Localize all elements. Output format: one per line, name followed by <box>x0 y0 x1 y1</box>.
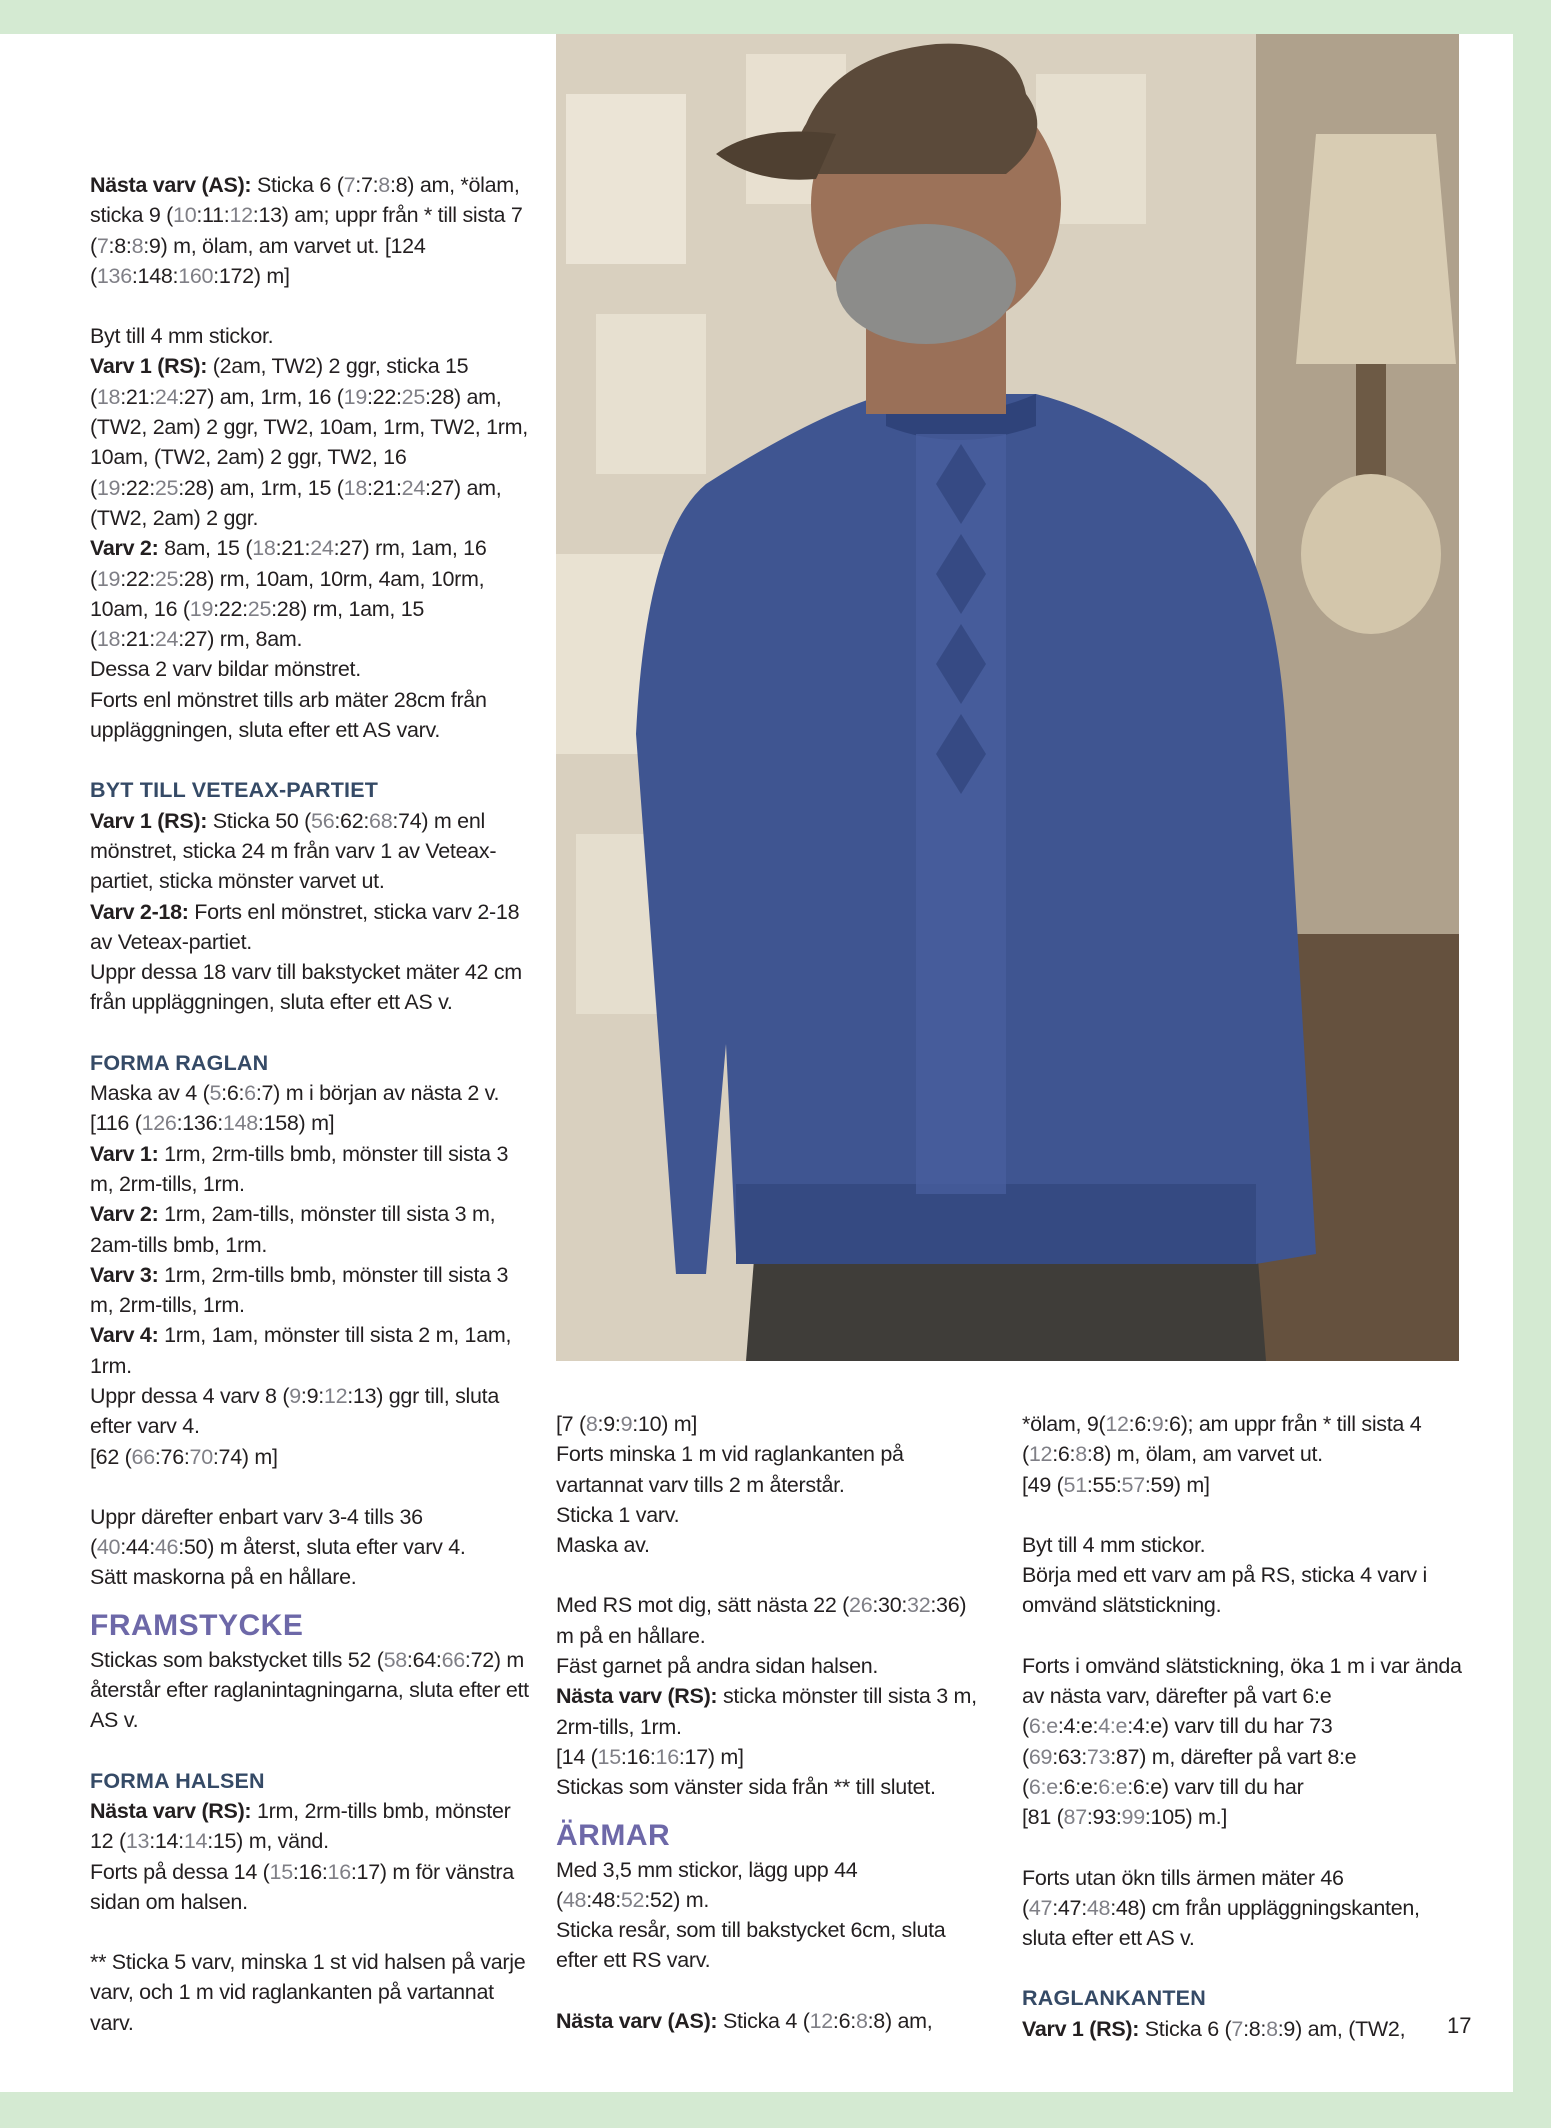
text: :6:e: <box>1057 1774 1099 1799</box>
subheading-raglan: FORMA RAGLAN <box>90 1050 269 1075</box>
text: :44: <box>120 1535 155 1560</box>
text: :7) m i början av nästa 2 v. <box>255 1081 500 1106</box>
size-value: 48 <box>562 1887 587 1912</box>
size-value: 12 <box>323 1383 348 1408</box>
text: :16: <box>292 1859 328 1884</box>
text: Med 3,5 mm stickor, lägg upp 44 ( <box>556 1857 858 1912</box>
paragraph <box>556 1590 986 1802</box>
size-value: 58 <box>383 1647 407 1672</box>
text: 1rm, 2am-tills, mönster till sista 3 m, 2am-tills bmb, 1rm. <box>90 1202 496 1257</box>
size-value: 24 <box>310 536 334 561</box>
text: :64: <box>406 1647 442 1672</box>
row-label: Varv 4: <box>90 1323 159 1348</box>
paragraph <box>90 1645 530 1736</box>
size-value: 46 <box>154 1535 179 1560</box>
subheading-veteax: BYT TILL VETEAX-PARTIET <box>90 778 379 803</box>
size-value: 18 <box>252 536 276 561</box>
text: :47: <box>1052 1895 1087 1920</box>
text: :8) am, *ölam, sticka 9 ( <box>90 173 520 228</box>
size-value: 8 <box>855 2008 868 2033</box>
paragraph <box>556 1855 986 1976</box>
text: :22: <box>120 475 155 500</box>
size-value: 68 <box>369 808 393 833</box>
size-value: 24 <box>154 627 179 652</box>
text: Forts i omvänd slätstickning, öka 1 m i var ända av nästa varv, därefter på vart 6:e ( <box>1022 1653 1462 1739</box>
size-value: 24 <box>401 475 425 500</box>
text: :158) m] <box>257 1111 335 1136</box>
text: [81 ( <box>1022 1805 1064 1830</box>
text: Stickas som vänster sida från ** till slutet. <box>556 1775 936 1800</box>
text: :4:e: <box>1057 1714 1099 1739</box>
size-value: 18 <box>96 384 121 409</box>
text: :136: <box>176 1111 223 1136</box>
size-value: 48 <box>1086 1895 1111 1920</box>
row-label: Varv 1 (RS): <box>90 808 208 833</box>
size-value: 87 <box>1063 1805 1087 1830</box>
size-value: 66 <box>131 1444 155 1469</box>
text: [14 ( <box>556 1744 598 1769</box>
text: Börja med ett varv am på RS, sticka 4 varv i omvänd slätstickning. <box>1022 1563 1428 1618</box>
size-value: 4:e <box>1098 1714 1128 1739</box>
text: :9) am, (TW2, <box>1277 2016 1406 2041</box>
size-value: 15 <box>269 1859 293 1884</box>
heading-armar: ÄRMAR <box>556 1818 671 1852</box>
text: Forts utan ökn tills ärmen mäter 46 ( <box>1022 1865 1344 1920</box>
text: [62 ( <box>90 1444 132 1469</box>
text: :27) rm, 8am. <box>178 627 303 652</box>
text: :48) cm från uppläggningskanten, sluta efter ett AS v. <box>1022 1895 1420 1951</box>
text: Forts på dessa 14 ( <box>90 1859 270 1884</box>
row-label: Varv 2: <box>90 536 159 561</box>
text: :62: <box>334 808 370 833</box>
text: Uppr därefter enbart varv 3-4 tills 36 ( <box>90 1504 423 1560</box>
size-value: 15 <box>597 1744 621 1769</box>
text: *ölam, 9( <box>1022 1412 1106 1436</box>
paragraph <box>90 1078 530 1472</box>
text: Forts enl mönstret tills arb mäter 28cm från uppläggningen, sluta efter ett AS varv. <box>90 687 487 743</box>
text: :74) m] <box>212 1444 278 1469</box>
size-value: 24 <box>154 384 179 409</box>
size-value: 18 <box>343 475 367 500</box>
size-value: 51 <box>1063 1472 1087 1497</box>
size-value: 8 <box>1266 2016 1278 2041</box>
size-value: 8 <box>131 233 144 258</box>
size-value: 160 <box>178 263 214 288</box>
row-label: Nästa varv (RS): <box>556 1684 718 1709</box>
size-value: 25 <box>247 596 272 621</box>
text: [116 ( <box>90 1111 142 1136</box>
text: :8: <box>1243 2016 1267 2041</box>
text: :9: <box>597 1412 621 1436</box>
text: Med RS mot dig, sätt nästa 22 ( <box>556 1593 850 1618</box>
size-value: 25 <box>154 475 179 500</box>
paragraph <box>90 321 530 745</box>
text: Maska av. <box>556 1533 650 1558</box>
text: :6: <box>1128 1412 1152 1436</box>
text: :8: <box>108 233 132 258</box>
text: :59) m] <box>1144 1472 1210 1497</box>
size-value: 9 <box>620 1412 633 1436</box>
paragraph <box>90 170 530 291</box>
text: Forts enl mönstret, sticka varv 2-18 av Veteax-partiet. <box>90 899 520 954</box>
size-value: 14 <box>183 1829 208 1854</box>
paragraph <box>556 1409 986 1560</box>
size-value: 6:e <box>1028 1774 1058 1799</box>
size-value: 25 <box>154 566 179 591</box>
text: :52) m. <box>644 1887 710 1912</box>
paragraph <box>1022 1651 1462 1833</box>
text: :8) m, ölam, am varvet ut. <box>1086 1442 1323 1467</box>
size-value: 52 <box>620 1887 645 1912</box>
text: :87) m, därefter på vart 8:e ( <box>1022 1744 1357 1799</box>
paragraph <box>1022 1863 1462 1954</box>
text: Maska av 4 ( <box>90 1081 210 1106</box>
text: Uppr dessa 18 varv till bakstycket mäter 42 cm från uppläggningen, sluta efter ett AS v. <box>90 960 522 1015</box>
text: Sticka 1 varv. <box>556 1502 680 1527</box>
text: :63: <box>1052 1744 1087 1769</box>
size-value: 13 <box>125 1829 150 1854</box>
size-value: 136 <box>96 263 132 288</box>
text: Uppr dessa 4 varv 8 ( <box>90 1383 290 1408</box>
text: Byt till 4 mm stickor. <box>90 324 274 349</box>
text: :16: <box>620 1744 656 1769</box>
size-value: 16 <box>327 1859 351 1884</box>
size-value: 99 <box>1121 1805 1145 1830</box>
text: :30: <box>872 1593 908 1618</box>
text: :36) m på en hållare. <box>556 1593 967 1648</box>
size-value: 57 <box>1121 1472 1145 1497</box>
size-value: 8 <box>585 1412 598 1436</box>
row-label: Varv 1 (RS): <box>1022 2016 1140 2041</box>
text: :13) am; uppr från * till sista 7 ( <box>90 203 523 258</box>
text: Stickas som bakstycket tills 52 ( <box>90 1647 384 1672</box>
text: Dessa 2 varv bildar mönstret. <box>90 657 361 682</box>
paragraph <box>90 1796 530 1917</box>
text: (2am, TW2) 2 ggr, sticka 15 ( <box>90 354 469 409</box>
man-in-knitted-sweater-photo <box>556 34 1459 1361</box>
size-value: 19 <box>96 475 121 500</box>
text: :27) am, 1rm, 16 ( <box>178 384 344 409</box>
text: 1rm, 1am, mönster till sista 2 m, 1am, 1rm. <box>90 1323 512 1378</box>
text: Sticka resår, som till bakstycket 6cm, sluta efter ett RS varv. <box>556 1918 946 1973</box>
text: :22: <box>120 566 155 591</box>
text: :28) am, 1rm, 15 ( <box>178 475 344 500</box>
text: :8) am, <box>867 2008 933 2033</box>
size-value: 26 <box>849 1593 873 1618</box>
text: Sticka 4 ( <box>717 2008 810 2033</box>
paragraph <box>1022 1530 1462 1621</box>
size-value: 19 <box>96 566 121 591</box>
text: :6:e) varv till du har <box>1127 1774 1304 1799</box>
size-value: 73 <box>1086 1744 1111 1769</box>
size-value: 5 <box>209 1081 222 1106</box>
text: [49 ( <box>1022 1472 1064 1497</box>
size-value: 56 <box>311 808 335 833</box>
size-value: 32 <box>907 1593 931 1618</box>
column-3 <box>1022 1409 1462 2044</box>
size-value: 7 <box>343 173 356 197</box>
text: Sticka 50 ( <box>207 808 312 833</box>
text: Sticka 6 ( <box>251 173 344 197</box>
size-value: 10 <box>173 203 197 228</box>
row-label: Varv 1: <box>90 1141 159 1166</box>
size-value: 12 <box>809 2008 833 2033</box>
subheading-raglankanten: RAGLANKANTEN <box>1022 1986 1206 2011</box>
text: :48: <box>586 1887 621 1912</box>
row-label: Varv 3: <box>90 1262 159 1287</box>
text: :9) m, ölam, am varvet ut. [124 ( <box>90 233 426 288</box>
row-label: Varv 2-18: <box>90 899 189 924</box>
text: :6: <box>221 1081 245 1106</box>
text: :6: <box>832 2008 856 2033</box>
text: :9: <box>300 1383 324 1408</box>
size-value: 7 <box>96 233 109 258</box>
paragraph <box>1022 1409 1462 1500</box>
text: [7 ( <box>556 1412 586 1436</box>
text: :21: <box>275 536 311 561</box>
text: :21: <box>120 627 155 652</box>
size-value: 8 <box>378 173 390 197</box>
size-value: 6:e <box>1098 1774 1128 1799</box>
text: :4:e) varv till du har 73 ( <box>1022 1714 1333 1769</box>
size-value: 12 <box>1105 1412 1129 1436</box>
text: 1rm, 2rm-tills bmb, mönster till sista 3 m, 2rm-tills, 1rm. <box>90 1262 509 1318</box>
text: :76: <box>154 1444 190 1469</box>
size-value: 6:e <box>1028 1714 1058 1739</box>
size-value: 70 <box>189 1444 213 1469</box>
text: :93: <box>1086 1805 1122 1830</box>
text: :27) rm, 1am, 16 ( <box>90 536 487 591</box>
page-number: 17 <box>1447 2013 1472 2038</box>
text: :14: <box>149 1829 184 1854</box>
paragraph <box>90 806 530 1018</box>
text: :27) am, (TW2, 2am) 2 ggr. <box>90 475 502 530</box>
text: Sätt maskorna på en hållare. <box>90 1565 357 1590</box>
text: Sticka 6 ( <box>1139 2016 1232 2041</box>
row-label: Nästa varv (RS): <box>90 1798 252 1823</box>
text: Fäst garnet på andra sidan halsen. <box>556 1654 879 1679</box>
size-value: 148 <box>222 1111 258 1136</box>
size-value: 9 <box>289 1383 301 1408</box>
text: :21: <box>367 475 402 500</box>
text: Forts minska 1 m vid raglankanten på vartannat varv tills 2 m återstår. <box>556 1442 904 1497</box>
text: 8am, 15 ( <box>158 536 253 561</box>
text: :105) m.] <box>1144 1805 1227 1830</box>
paragraph <box>1022 2014 1462 2044</box>
row-label: Varv 1 (RS): <box>90 354 208 379</box>
text: :7: <box>355 173 379 197</box>
size-value: 19 <box>189 596 214 621</box>
column-1 <box>90 170 530 2038</box>
text: :6: <box>1052 1442 1076 1467</box>
text: :15) m, vänd. <box>207 1829 329 1854</box>
sweater-photo-illustration <box>556 34 1459 1361</box>
size-value: 47 <box>1028 1895 1053 1920</box>
size-value: 16 <box>655 1744 679 1769</box>
size-value: 126 <box>141 1111 177 1136</box>
paragraph: ** Sticka 5 varv, minska 1 st vid halsen på varje varv, och 1 m vid raglankanten på vartannat varv. <box>90 1950 526 2035</box>
text: :172) m] <box>213 263 290 288</box>
size-value: 69 <box>1028 1744 1053 1769</box>
text: :17) m] <box>678 1744 744 1769</box>
size-value: 7 <box>1231 2016 1244 2041</box>
text: Byt till 4 mm stickor. <box>1022 1532 1206 1557</box>
column-2 <box>556 1409 986 2036</box>
size-value: 6 <box>244 1081 256 1106</box>
text: :50) m återst, sluta efter varv 4. <box>178 1535 466 1560</box>
paragraph <box>556 2006 986 2036</box>
text: :17) m för vänstra sidan om halsen. <box>90 1859 514 1914</box>
text: :55: <box>1086 1472 1122 1497</box>
text: :74) m enl mönstret, sticka 24 m från varv 1 av Veteax-partiet, sticka mönster varvet ut. <box>90 808 497 894</box>
row-label: Nästa varv (AS): <box>556 2008 718 2033</box>
paragraph <box>90 1502 530 1593</box>
size-value: 25 <box>401 384 425 409</box>
text: :28) rm, 1am, 15 ( <box>90 596 425 652</box>
text: :6); am uppr från * till sista 4 ( <box>1022 1412 1422 1467</box>
text: :148: <box>131 263 179 288</box>
size-value: 8 <box>1075 1442 1087 1467</box>
text: :22: <box>213 596 248 621</box>
size-value: 12 <box>229 203 253 228</box>
row-label: Varv 2: <box>90 1202 159 1227</box>
heading-framstycke: FRAMSTYCKE <box>90 1608 304 1642</box>
text: 1rm, 2rm-tills bmb, mönster 12 ( <box>90 1798 511 1854</box>
size-value: 9 <box>1151 1412 1164 1436</box>
size-value: 12 <box>1028 1442 1053 1467</box>
text: :22: <box>367 384 402 409</box>
text: 1rm, 2rm-tills bmb, mönster till sista 3 m, 2rm-tills, 1rm. <box>90 1141 509 1196</box>
row-label: Nästa varv (AS): <box>90 173 252 197</box>
text: :28) rm, 10am, 10rm, 4am, 10rm, 10am, 16 ( <box>90 566 485 621</box>
text: sticka mönster till sista 3 m, 2rm-tills, 1rm. <box>556 1684 977 1739</box>
text: :11: <box>196 203 230 228</box>
size-value: 19 <box>343 384 367 409</box>
size-value: 66 <box>441 1647 465 1672</box>
text: :10) m] <box>632 1412 698 1436</box>
text: :72) m återstår efter raglanintagningarna, sluta efter ett AS v. <box>90 1647 529 1733</box>
text: :28) am, (TW2, 2am) 2 ggr, TW2, 10am, 1rm, TW2, 1rm, 10am, (TW2, 2am) 2 ggr, TW2, 16 ( <box>90 384 528 500</box>
subheading-halsen: FORMA HALSEN <box>90 1768 265 1793</box>
text: :21: <box>120 384 155 409</box>
page <box>0 34 1513 2092</box>
size-value: 40 <box>96 1535 121 1560</box>
text: :13) ggr till, sluta efter varv 4. <box>90 1383 499 1439</box>
size-value: 18 <box>96 627 121 652</box>
